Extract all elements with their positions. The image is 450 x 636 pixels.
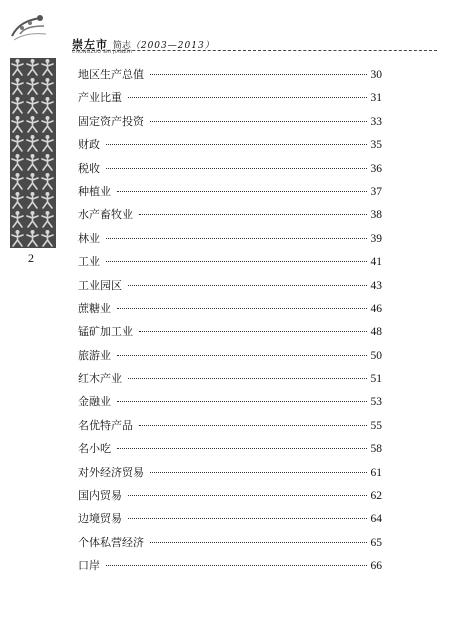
toc-entry-title: 红木产业 <box>78 372 122 386</box>
toc-entry-title: 旅游业 <box>78 348 111 362</box>
toc-dot-leader <box>117 191 367 192</box>
toc-dot-leader <box>139 425 367 426</box>
toc-entry-page: 50 <box>370 349 382 362</box>
book-years: （2003—2013） <box>130 41 215 51</box>
toc-dot-leader <box>128 378 367 379</box>
toc-entry-title: 固定资产投资 <box>78 114 144 128</box>
toc-entry-page: 58 <box>370 443 382 456</box>
decorative-side-strip <box>10 58 56 248</box>
toc-entry-page: 48 <box>370 326 382 339</box>
toc-entry-page: 35 <box>370 139 382 152</box>
toc-dot-leader <box>117 448 367 449</box>
toc-entry[interactable] <box>78 230 382 253</box>
toc-entry[interactable] <box>78 393 382 416</box>
toc-entry-title: 工业园区 <box>78 278 122 292</box>
toc-entry-title: 产业比重 <box>78 91 122 105</box>
toc-entry[interactable] <box>78 347 382 370</box>
toc-entry-page: 39 <box>370 232 382 245</box>
toc-entry-title: 名小吃 <box>78 442 111 456</box>
toc-entry[interactable] <box>78 534 382 557</box>
toc-entry-title: 蔗糖业 <box>78 301 111 315</box>
dancing-figures-pattern-icon <box>10 58 56 248</box>
toc-entry-title: 工业 <box>78 255 100 269</box>
toc-entry-title: 水产畜牧业 <box>78 208 133 222</box>
toc-entry-page: 37 <box>370 185 382 198</box>
toc-entry-page: 46 <box>370 302 382 315</box>
toc-entry-title: 口岸 <box>78 559 100 573</box>
toc-entry-page: 43 <box>370 279 382 292</box>
toc-dot-leader <box>128 495 367 496</box>
toc-entry-title: 个体私营经济 <box>78 535 144 549</box>
toc-entry[interactable] <box>78 464 382 487</box>
toc-entry[interactable] <box>78 113 382 136</box>
toc-entry[interactable] <box>78 557 382 580</box>
toc-entry-page: 51 <box>370 373 382 386</box>
toc-entry-page: 61 <box>370 466 382 479</box>
toc-dot-leader <box>139 331 367 332</box>
toc-dot-leader <box>128 518 367 519</box>
table-of-contents <box>78 66 382 581</box>
toc-entry[interactable] <box>78 160 382 183</box>
toc-dot-leader <box>117 355 367 356</box>
toc-entry-page: 33 <box>370 115 382 128</box>
toc-entry-page: 41 <box>370 256 382 269</box>
toc-entry-page: 30 <box>370 69 382 81</box>
toc-entry[interactable] <box>78 417 382 440</box>
toc-dot-leader <box>150 74 367 75</box>
toc-entry-page: 64 <box>370 513 382 526</box>
toc-entry-title: 税收 <box>78 161 100 175</box>
toc-dot-leader <box>117 308 367 309</box>
toc-dot-leader <box>150 121 367 122</box>
book-title: 崇左市 <box>72 38 108 51</box>
toc-entry[interactable] <box>78 300 382 323</box>
toc-dot-leader <box>106 565 367 566</box>
corner-ornament-icon <box>6 4 52 50</box>
toc-entry-title: 锰矿加工业 <box>78 325 133 339</box>
toc-entry-page: 62 <box>370 490 382 503</box>
toc-entry[interactable] <box>78 206 382 229</box>
page-number: 2 <box>28 251 34 265</box>
toc-dot-leader <box>150 472 367 473</box>
toc-entry[interactable] <box>78 510 382 533</box>
toc-dot-leader <box>106 238 367 239</box>
toc-entry-title: 林业 <box>78 231 100 245</box>
toc-dot-leader <box>106 168 367 169</box>
toc-entry-page: 36 <box>370 162 382 175</box>
toc-entry-title: 财政 <box>78 138 100 152</box>
toc-dot-leader <box>117 401 367 402</box>
toc-entry[interactable] <box>78 370 382 393</box>
toc-entry-title: 边境贸易 <box>78 512 122 526</box>
toc-entry-page: 66 <box>370 560 382 573</box>
toc-entry[interactable] <box>78 323 382 346</box>
toc-entry[interactable] <box>78 183 382 206</box>
toc-entry-page: 38 <box>370 209 382 222</box>
toc-entry-page: 65 <box>370 536 382 549</box>
toc-entry-title: 金融业 <box>78 395 111 409</box>
toc-dot-leader <box>128 285 367 286</box>
toc-entry[interactable] <box>78 277 382 300</box>
toc-entry-title: 地区生产总值 <box>78 68 144 81</box>
book-subtitle: 简志 <box>112 41 131 51</box>
toc-entry-page: 55 <box>370 419 382 432</box>
toc-dot-leader <box>128 97 367 98</box>
toc-entry-page: 53 <box>370 396 382 409</box>
toc-entry[interactable] <box>78 487 382 510</box>
header-pinyin: CHONGZUO SHI JIANZHI <box>72 50 133 55</box>
toc-dot-leader <box>139 214 367 215</box>
toc-entry-title: 国内贸易 <box>78 489 122 503</box>
toc-dot-leader <box>106 261 367 262</box>
toc-entry[interactable] <box>78 440 382 463</box>
toc-entry[interactable] <box>78 253 382 276</box>
toc-entry[interactable] <box>78 136 382 159</box>
toc-dot-leader <box>150 542 367 543</box>
toc-entry-title: 种植业 <box>78 184 111 198</box>
toc-entry[interactable] <box>78 66 382 89</box>
toc-entry-title: 名优特产品 <box>78 418 133 432</box>
toc-entry[interactable] <box>78 89 382 112</box>
toc-dot-leader <box>106 144 367 145</box>
toc-entry-title: 对外经济贸易 <box>78 465 144 479</box>
toc-entry-page: 31 <box>370 92 382 105</box>
